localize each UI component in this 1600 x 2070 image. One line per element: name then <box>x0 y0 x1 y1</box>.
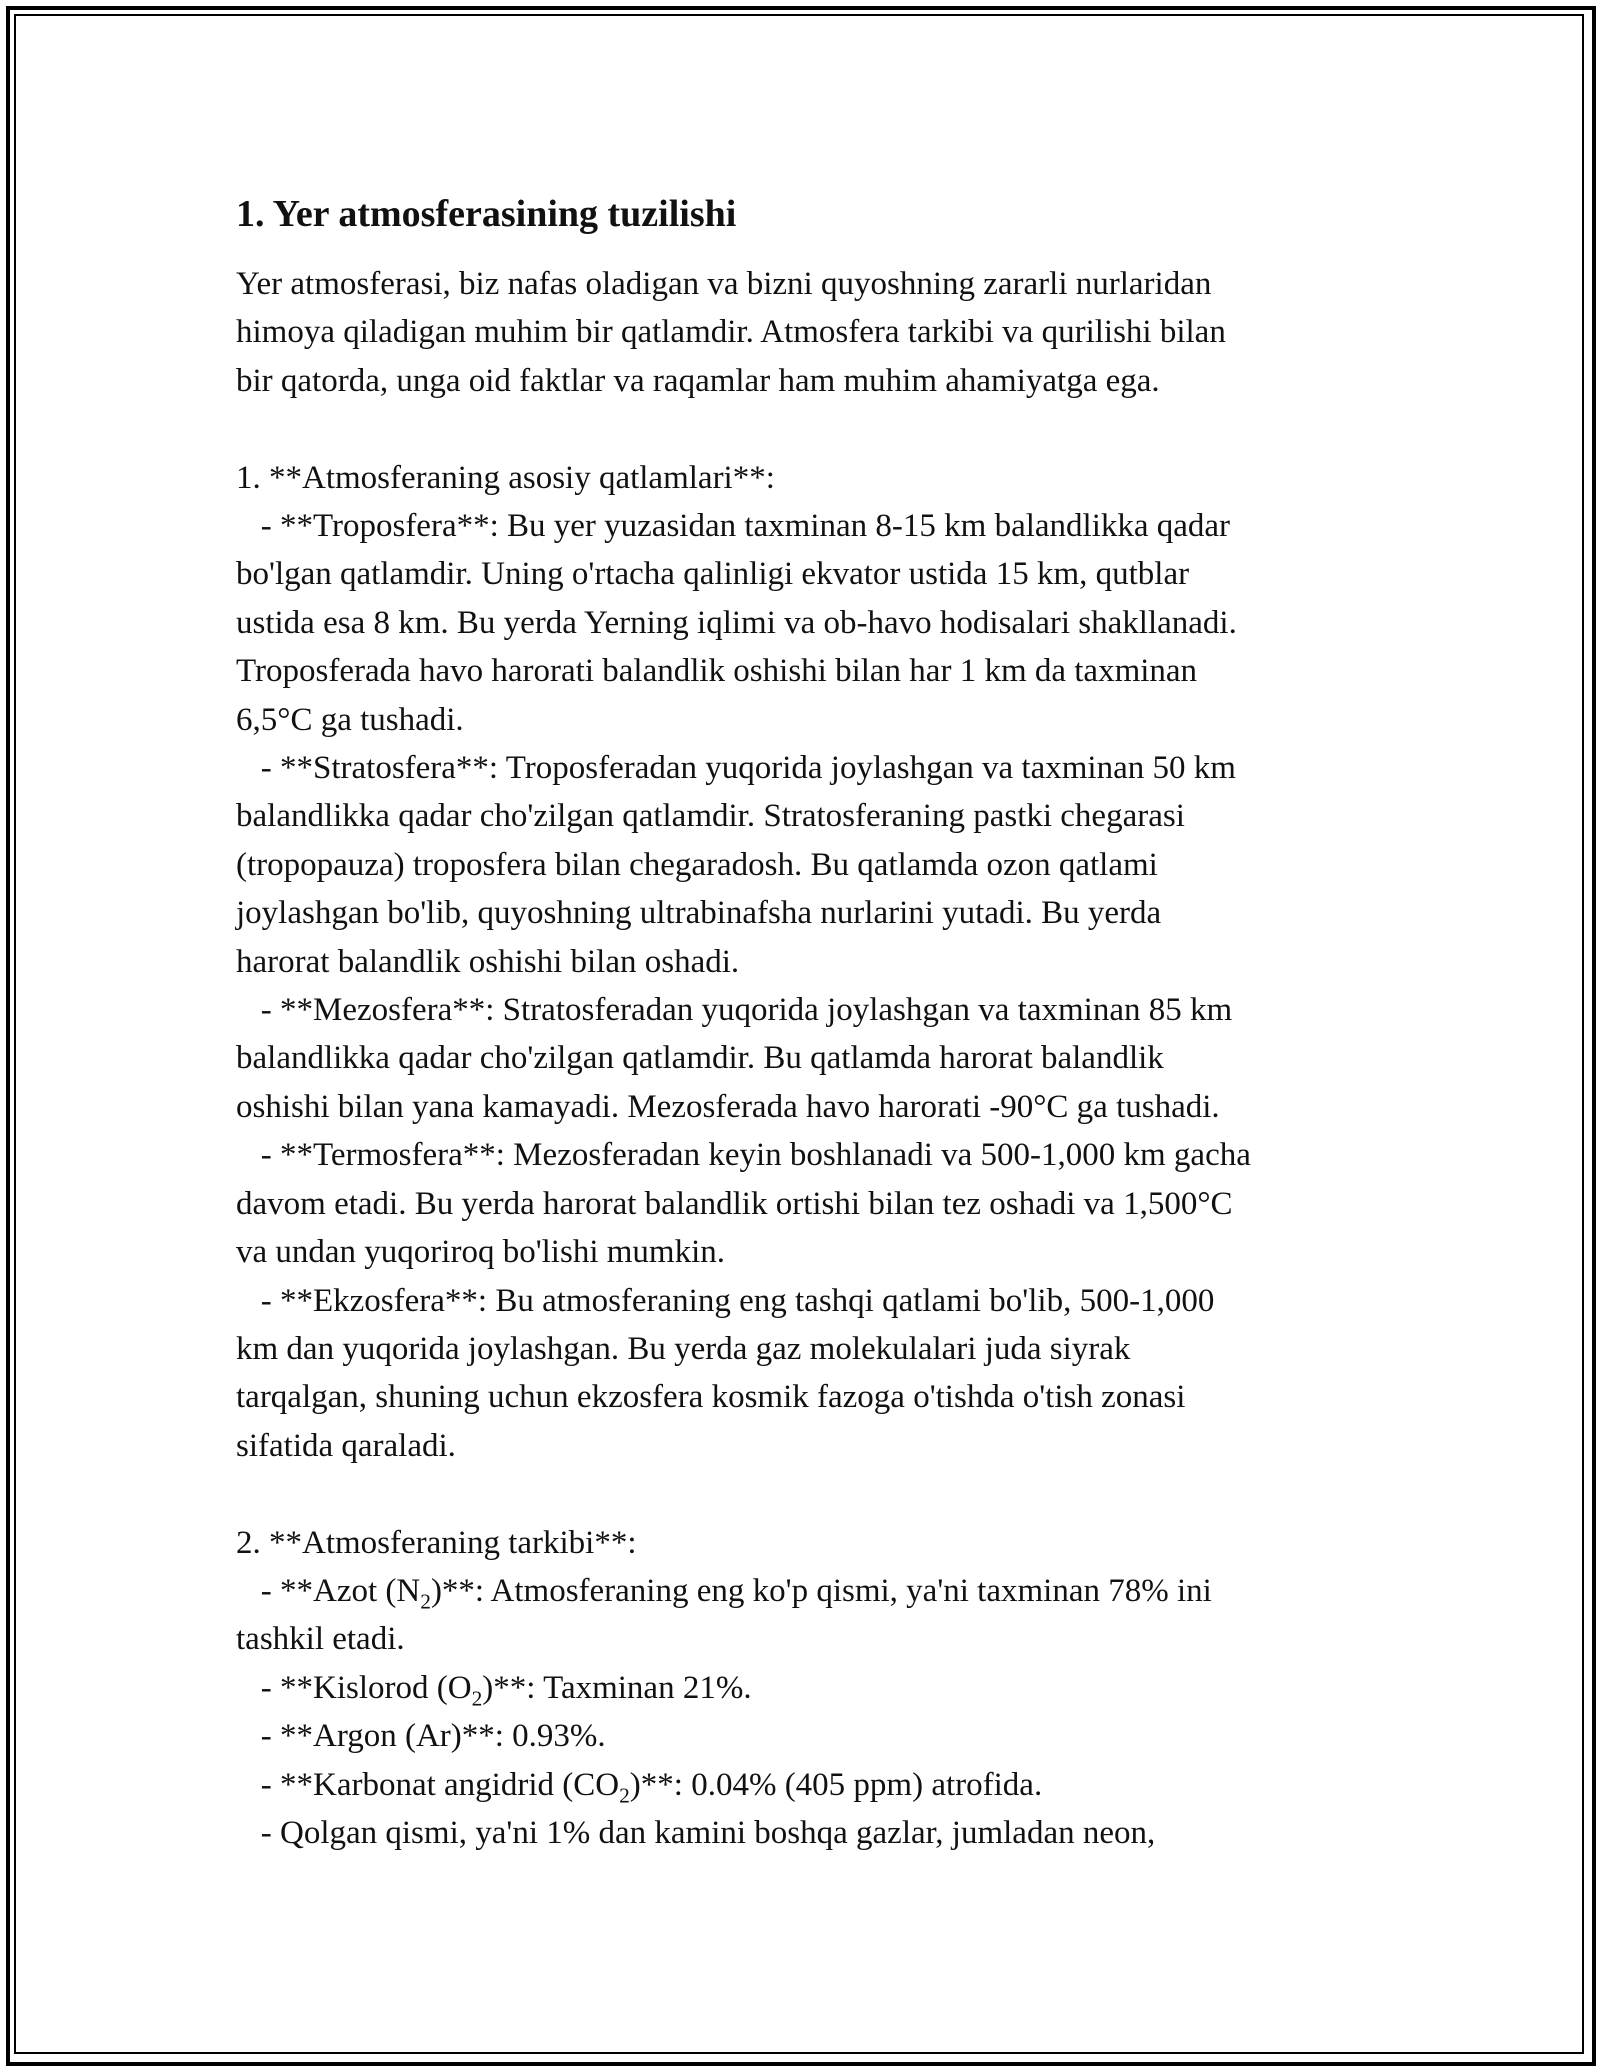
text-line: ustida esa 8 km. Bu yerda Yerning iqlimi va ob-havo hodisalari shakllanadi. <box>236 604 1237 641</box>
text-run: )**: Taxminan 21%. <box>482 1669 752 1706</box>
text-line: joylashgan bo'lib, quyoshning ultrabinafsha nurlarini yutadi. Bu yerda <box>236 895 1162 932</box>
text-line: tashkil etadi. <box>236 1621 405 1658</box>
text-line: va undan yuqoriroq bo'lishi mumkin. <box>236 1234 725 1271</box>
text-line: himoya qiladigan muhim bir qatlamdir. Atmosfera tarkibi va qurilishi bilan <box>236 314 1226 351</box>
text-line: 6,5°C ga tushadi. <box>236 701 464 738</box>
text-run: )**: Atmosferaning eng ko'p qismi, ya'ni taxminan 78% ini <box>430 1572 1212 1609</box>
subscript: 2 <box>619 1783 630 1808</box>
section-title: 1. **Atmosferaning asosiy qatlamlari**: <box>236 459 775 496</box>
subscript: 2 <box>420 1589 431 1614</box>
text-line: sifatida qaraladi. <box>236 1427 456 1464</box>
section-title: 2. **Atmosferaning tarkibi**: <box>236 1524 637 1561</box>
text-line: bo'lgan qatlamdir. Uning o'rtacha qalinligi ekvator ustida 15 km, qutblar <box>236 556 1190 593</box>
list-item-azot <box>236 1567 1396 1615</box>
text-line: balandlikka qadar cho'zilgan qatlamdir. Bu qatlamda harorat balandlik <box>236 1040 1164 1077</box>
section-layers <box>236 454 1396 1471</box>
paragraph-gap <box>236 405 1396 453</box>
subscript: 2 <box>471 1686 483 1711</box>
text-line: tarqalgan, shuning uchun ekzosfera kosmik fazoga o'tishda o'tish zonasi <box>236 1379 1186 1416</box>
text-line: (tropopauza) troposfera bilan chegaradosh. Bu qatlamda ozon qatlami <box>236 846 1158 883</box>
text-line: harorat balandlik oshishi bilan oshadi. <box>236 943 740 980</box>
text-run: - **Azot (N <box>236 1572 421 1609</box>
list-item-argon: - **Argon (Ar)**: 0.93%. <box>236 1718 606 1755</box>
text-run: - **Kislorod (O <box>236 1669 472 1706</box>
text-line: - **Stratosfera**: Troposferadan yuqorida joylashgan va taxminan 50 km <box>236 750 1236 787</box>
text-line: Yer atmosferasi, biz nafas oladigan va bizni quyoshning zararli nurlaridan <box>236 266 1212 302</box>
text-line: bir qatorda, unga oid faktlar va raqamlar ham muhim ahamiyatga ega. <box>236 362 1160 399</box>
text-line: - **Termosfera**: Mezosferadan keyin boshlanadi va 500-1,000 km gacha <box>236 1137 1251 1174</box>
text-line: - **Mezosfera**: Stratosferadan yuqorida joylashgan va taxminan 85 km <box>236 992 1233 1029</box>
text-line: Troposferada havo harorati balandlik oshishi bilan har 1 km da taxminan <box>236 653 1198 690</box>
paragraph-gap <box>236 1470 1396 1518</box>
intro-paragraph <box>236 260 1396 405</box>
list-item-karbonat <box>236 1761 1396 1809</box>
list-item-qolgan: - Qolgan qismi, ya'ni 1% dan kamini boshqa gazlar, jumladan neon, <box>236 1814 1156 1851</box>
text-line: balandlikka qadar cho'zilgan qatlamdir. Stratosferaning pastki chegarasi <box>236 798 1185 835</box>
text-line: - **Troposfera**: Bu yer yuzasidan taxminan 8-15 km balandlikka qadar <box>236 508 1231 545</box>
document-heading: 1. Yer atmosferasining tuzilishi <box>236 193 737 235</box>
text-line: km dan yuqorida joylashgan. Bu yerda gaz molekulalari juda siyrak <box>236 1330 1131 1367</box>
text-line: - **Ekzosfera**: Bu atmosferaning eng tashqi qatlami bo'lib, 500-1,000 <box>236 1282 1215 1319</box>
text-line: davom etadi. Bu yerda harorat balandlik ortishi bilan tez oshadi va 1,500°C <box>236 1185 1233 1222</box>
text-line: oshishi bilan yana kamayadi. Mezosferada havo harorati -90°C ga tushadi. <box>236 1088 1220 1125</box>
text-run: - **Karbonat angidrid (CO <box>236 1766 620 1803</box>
list-item-kislorod <box>236 1664 1396 1712</box>
document-body <box>236 188 1396 1857</box>
section-composition <box>236 1519 1396 1858</box>
text-run: )**: 0.04% (405 ppm) atrofida. <box>629 1766 1043 1803</box>
